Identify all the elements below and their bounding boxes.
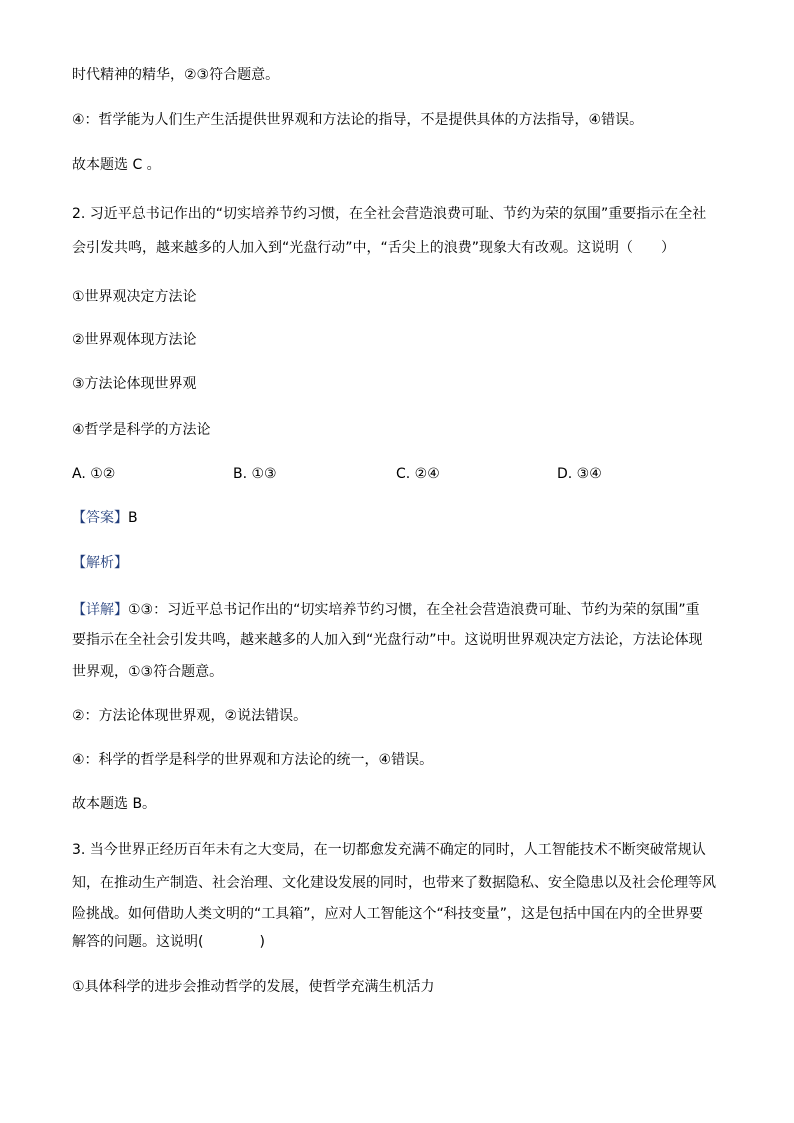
question-2-stem-line-1: 2. 习近平总书记作出的“切实培养节约习惯，在全社会营造浪费可耻、节约为荣的氛围”重要指示在全社	[72, 206, 707, 222]
question-3-stem-line-4: 解答的问题。这说明( )	[72, 934, 265, 950]
answer-value: B	[128, 510, 138, 526]
question-3-stem-line-1: 3. 当今世界正经历百年未有之大变局，在一切都愈发充满不确定的同时，人工智能技术不断突破常规认	[72, 842, 706, 858]
detail-conclusion: 故本题选 B。	[72, 796, 157, 812]
prev-answer-line-2: ④：哲学能为人们生产生活提供世界观和方法论的指导，不是提供具体的方法指导，④错误。	[72, 112, 644, 128]
statement-3: ③方法论体现世界观	[72, 376, 197, 392]
detail-line-2: 要指示在全社会引发共鸣，越来越多的人加入到“光盘行动”中。这说明世界观决定方法论，方法论体现	[72, 632, 703, 648]
question-3-statement-1: ①具体科学的进步会推动哲学的发展，使哲学充满生机活力	[72, 979, 435, 995]
detail-label: 【详解】	[72, 602, 128, 618]
option-c: C. ②④	[396, 466, 440, 482]
question-3-stem-line-2: 知，在推动生产制造、社会治理、文化建设发展的同时，也带来了数据隐私、安全隐患以及社会伦理等风	[72, 875, 716, 891]
option-a: A. ①②	[72, 466, 116, 482]
statement-4: ④哲学是科学的方法论	[72, 422, 211, 438]
question-2-stem-line-2: 会引发共鸣，越来越多的人加入到“光盘行动”中，“舌尖上的浪费”现象大有改观。这说明（ ）	[72, 240, 676, 256]
option-b: B. ①③	[233, 466, 277, 482]
option-d: D. ③④	[557, 466, 602, 482]
detail-text-1: ①③：习近平总书记作出的“切实培养节约习惯，在全社会营造浪费可耻、节约为荣的氛围”重	[128, 602, 700, 618]
analysis-line	[72, 553, 128, 573]
answer-label: 【答案】	[72, 510, 128, 526]
prev-conclusion: 故本题选 C 。	[72, 157, 161, 173]
detail-line-3: 世界观，①③符合题意。	[72, 664, 224, 680]
detail-line-1	[72, 600, 700, 620]
question-3-stem-line-3: 险挑战。如何借助人类文明的“工具箱”，应对人工智能这个“科技变量”，这是包括中国在内的全世界要	[72, 906, 704, 922]
prev-answer-line-1: 时代精神的精华，②③符合题意。	[72, 67, 280, 83]
detail-line-5: ④：科学的哲学是科学的世界观和方法论的统一，④错误。	[72, 752, 434, 768]
detail-line-4: ②：方法论体现世界观，②说法错误。	[72, 708, 308, 724]
analysis-label: 【解析】	[72, 555, 128, 571]
statement-1: ①世界观决定方法论	[72, 289, 197, 305]
statement-2: ②世界观体现方法论	[72, 332, 197, 348]
answer-line	[72, 508, 138, 528]
